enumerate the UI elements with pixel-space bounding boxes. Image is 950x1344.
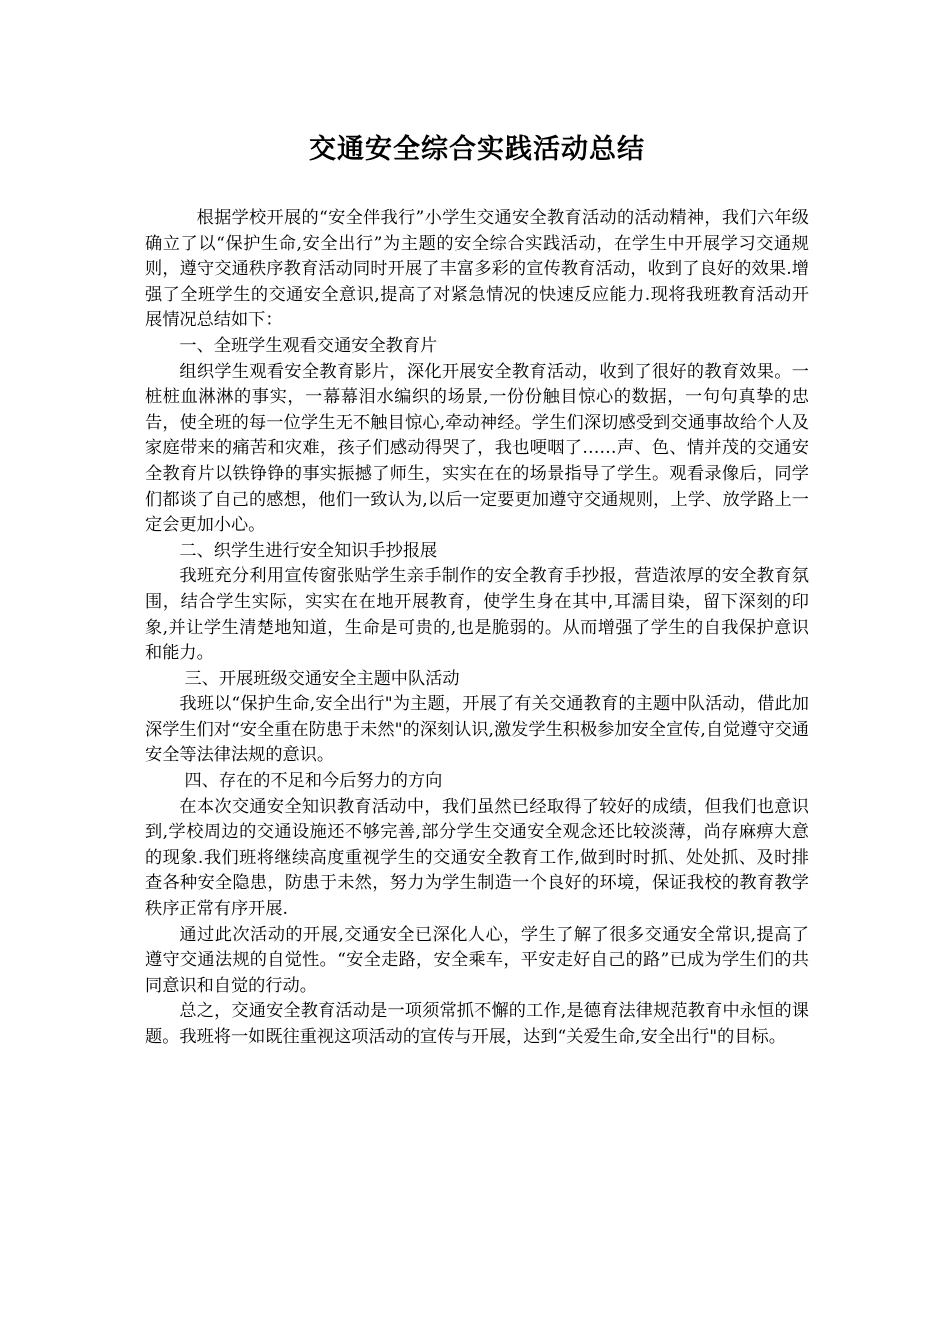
section-1-heading: 一、全班学生观看交通安全教育片 <box>179 335 438 356</box>
closing-paragraph-1: 通过此次活动的开展,交通安全已深化人心，学生了解了很多交通安全常识,提高了遵守交通法规的自觉性。“安全走路，安全乘车，平安走好自己的路”已成为学生们的共同意识和自觉的行动。 <box>145 924 809 996</box>
document-title: 交通安全综合实践活动总结 <box>309 134 645 165</box>
section-4-paragraph: 在本次交通安全知识教育活动中，我们虽然已经取得了较好的成绩，但我们也意识到,学校周边的交通设施还不够完善,部分学生交通安全观念还比较淡薄，尚存麻痹大意的现象.我们班将继续高度重视学生的交通安全教育工作,做到时时抓、处处抓、及时排查各种安全隐患，防患于未然，努力为学生制造一个良好的环境，保证我校的教育教学秩序正常有序开展. <box>145 796 809 920</box>
document-page <box>145 128 809 1051</box>
section-3-paragraph: 我班以“保护生命,安全出行"为主题，开展了有关交通教育的主题中队活动，借此加深学生们对“安全重在防患于未然"的深刻认识,激发学生积极参加安全宣传,自觉遵守交通安全等法律法规的意识。 <box>145 694 809 766</box>
intro-paragraph: 根据学校开展的“安全伴我行”小学生交通安全教育活动的活动精神，我们六年级确立了以“保护生命,安全出行”为主题的安全综合实践活动，在学生中开展学习交通规则，遵守交通秩序教育活动同时开展了丰富多彩的宣传教育活动，收到了良好的效果.增强了全班学生的交通安全意识,提高了对紧急情况的快速反应能力.现将我班教育活动开展情况总结如下： <box>145 208 809 331</box>
section-1-paragraph: 组织学生观看安全教育影片，深化开展安全教育活动，收到了很好的教育效果。一桩桩血淋淋的事实，一幕幕泪水编织的场景,一份份触目惊心的数据，一句句真挚的忠告，使全班的每一位学生无不触目惊心,牵动神经。学生们深切感受到交通事故给个人及家庭带来的痛苦和灾难，孩子们感动得哭了，我也哽咽了……声、色、情并茂的交通安全教育片以铁铮铮的事实振撼了师生，实实在在的场景指导了学生。观看录像后，同学们都谈了自己的感想，他们一致认为,以后一定要更加遵守交通规则，上学、放学路上一定会更加小心。 <box>145 361 809 536</box>
section-4-heading: 四、存在的不足和今后努力的方向 <box>184 771 443 792</box>
section-3-heading: 三、开展班级交通安全主题中队活动 <box>184 668 460 689</box>
closing-paragraph-2: 总之，交通安全教育活动是一项须常抓不懈的工作,是德育法律规范教育中永恒的课题。我班将一如既往重视这项活动的宣传与开展，达到“关爱生命,安全出行"的目标。 <box>145 1001 809 1047</box>
section-2-paragraph: 我班充分利用宣传窗张贴学生亲手制作的安全教育手抄报，营造浓厚的安全教育氛围，结合学生实际，实实在在地开展教育，使学生身在其中,耳濡目染，留下深刻的印象,并让学生清楚地知道，生命是可贵的,也是脆弱的。从而增强了学生的自我保护意识和能力。 <box>145 566 809 664</box>
section-2-heading: 二、织学生进行安全知识手抄报展 <box>179 540 438 561</box>
